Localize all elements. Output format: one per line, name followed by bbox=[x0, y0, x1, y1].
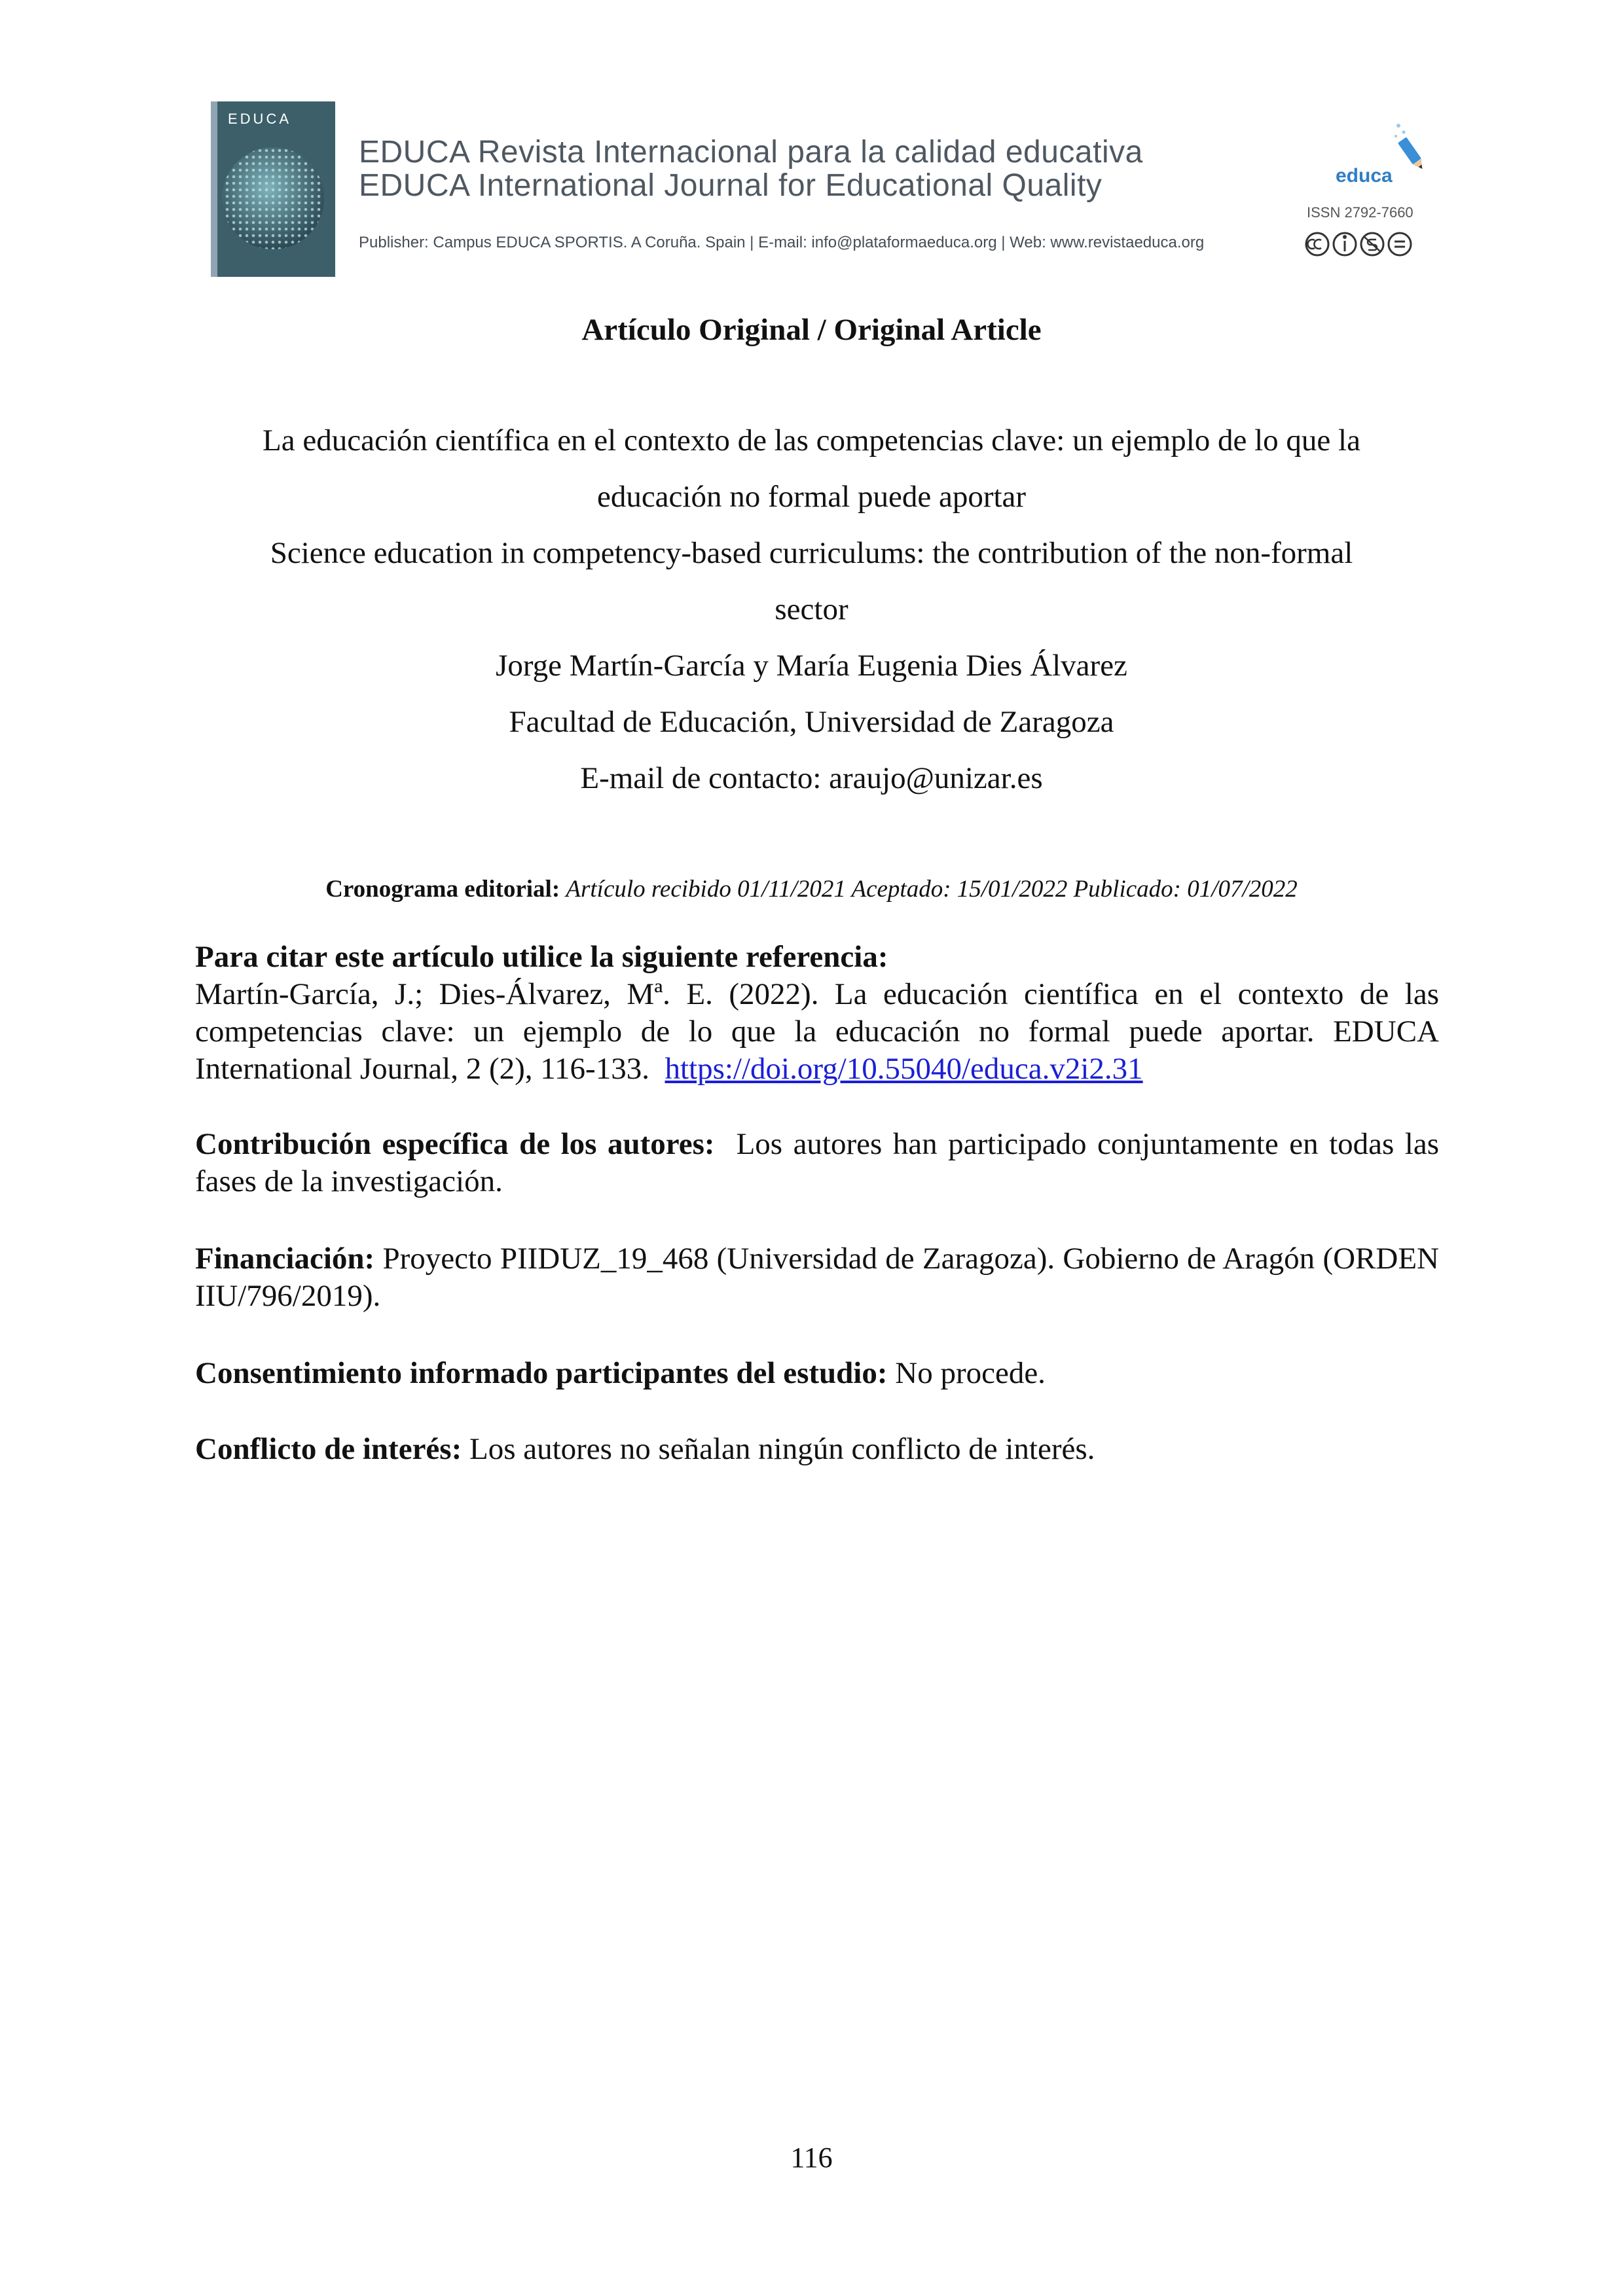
title-es-line-1: La educación científica en el contexto de las competencias clave: un ejemplo de lo que la bbox=[263, 423, 1360, 457]
contribution-text: Los autores han participado conjuntamente en todas las fases de la investigación. bbox=[195, 1127, 1439, 1198]
conflict-text: Los autores no señalan ningún conflicto de interés. bbox=[469, 1432, 1095, 1466]
authors: Jorge Martín-García y María Eugenia Dies Álvarez bbox=[496, 649, 1127, 683]
funding-label: Financiación: bbox=[195, 1242, 375, 1276]
pencil-icon bbox=[1336, 118, 1434, 170]
citation-heading: Para citar este artículo utilice la siguiente referencia: bbox=[195, 940, 888, 974]
title-en-line-1: Science education in competency-based curriculums: the contribution of the non-formal bbox=[270, 536, 1353, 570]
journal-title-en: EDUCA International Journal for Educational Quality bbox=[359, 168, 1103, 203]
cover-side-bar bbox=[211, 101, 217, 277]
chronogram-dates: Artículo recibido 01/11/2021 Aceptado: 15/01/2022 Publicado: 01/07/2022 bbox=[566, 876, 1298, 903]
funding bbox=[195, 1240, 1439, 1315]
title-es-line-2: educación no formal puede aportar bbox=[596, 480, 1027, 514]
doi-link[interactable]: https://doi.org/10.55040/educa.v2i2.31 bbox=[665, 1052, 1143, 1086]
citation-text bbox=[195, 976, 1439, 1088]
citation-reference: Martín-García, J.; Dies-Álvarez, Mª. E. (2022). La educación científica en el contexto de las competencias clave: un ejemplo de lo que la educación no formal puede aportar. EDUCA International Journal, 2 (2), 116-133. bbox=[195, 977, 1439, 1086]
educa-logo bbox=[1336, 118, 1434, 190]
informed-consent bbox=[195, 1355, 1439, 1392]
consent-text: No procede. bbox=[895, 1356, 1046, 1390]
page-number: 116 bbox=[790, 2142, 833, 2174]
journal-cover-image bbox=[211, 101, 335, 277]
publisher-line: Publisher: Campus EDUCA SPORTIS. A Coruña. Spain | E-mail: info@plataformaeduca.org | Web: www.revistaeduca.org bbox=[359, 234, 1205, 251]
conflict-of-interest bbox=[195, 1431, 1439, 1468]
contact-email: E-mail de contacto: araujo@unizar.es bbox=[580, 761, 1043, 795]
journal-header bbox=[0, 0, 1623, 288]
cover-title: EDUCA bbox=[228, 111, 292, 127]
educa-logo-text: educa bbox=[1336, 165, 1393, 187]
contribution-label: Contribución específica de los autores: bbox=[195, 1127, 715, 1161]
affiliation: Facultad de Educación, Universidad de Zaragoza bbox=[509, 705, 1114, 739]
creative-commons-icon bbox=[1304, 230, 1415, 258]
author-contribution bbox=[195, 1126, 1439, 1200]
journal-title-es: EDUCA Revista Internacional para la calidad educativa bbox=[359, 135, 1143, 170]
chronogram-label: Cronograma editorial: bbox=[325, 876, 560, 903]
consent-label: Consentimiento informado participantes del estudio: bbox=[195, 1356, 888, 1390]
issn: ISSN 2792-7660 bbox=[1307, 204, 1413, 221]
conflict-label: Conflicto de interés: bbox=[195, 1432, 462, 1466]
dotted-globe-icon bbox=[217, 141, 329, 265]
funding-text: Proyecto PIIDUZ_19_468 (Universidad de Zaragoza). Gobierno de Aragón (ORDEN IIU/796/2019). bbox=[195, 1242, 1439, 1313]
title-en-line-2: sector bbox=[775, 592, 848, 626]
article-type-heading: Artículo Original / Original Article bbox=[581, 313, 1042, 347]
editorial-chronogram bbox=[0, 875, 1623, 903]
